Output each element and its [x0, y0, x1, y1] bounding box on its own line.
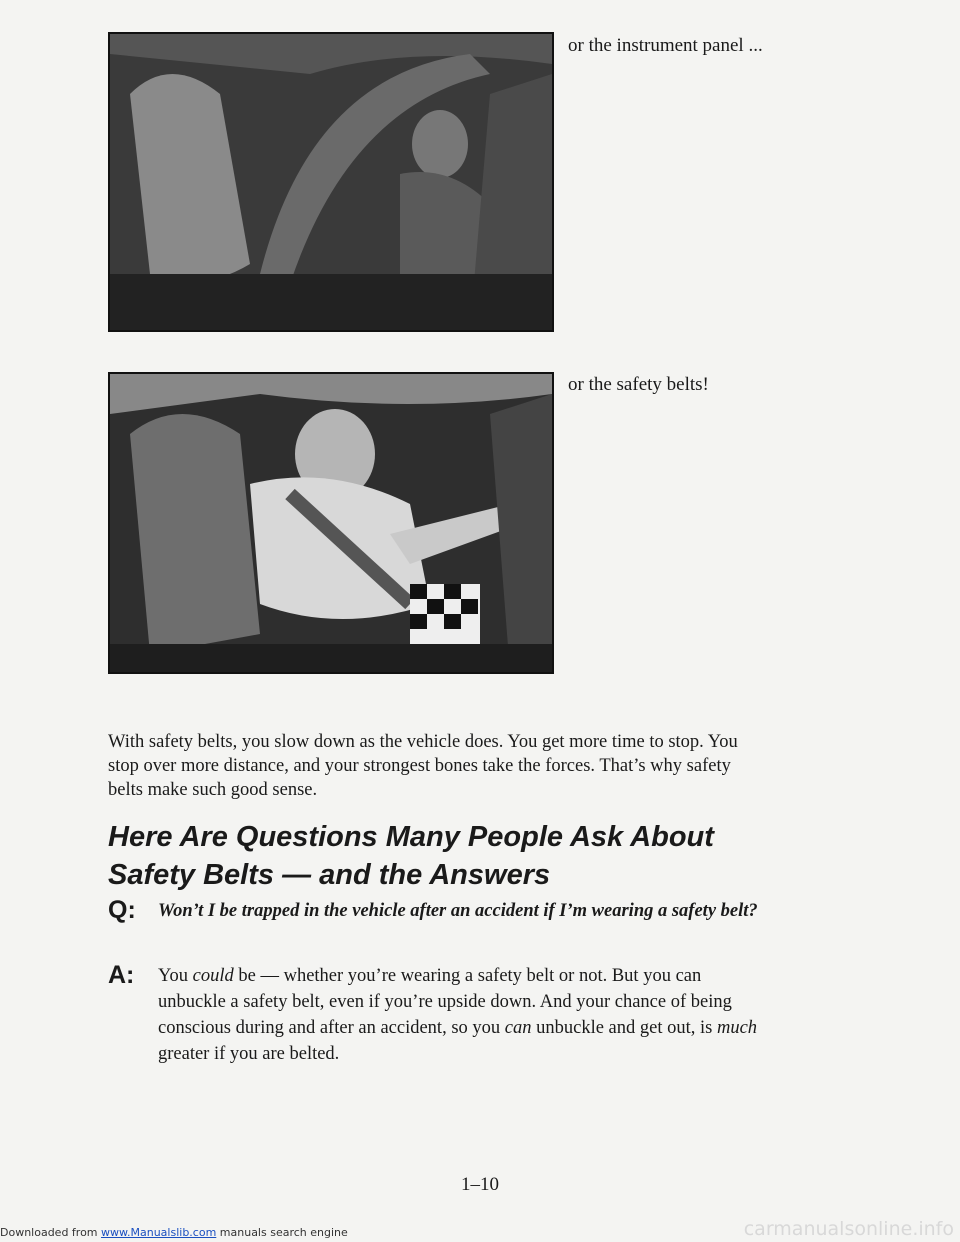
manualslib-link[interactable]: www.Manualslib.com: [101, 1226, 217, 1239]
crash-dummy-safety-belt-photo: [108, 372, 554, 674]
answer-emphasis-could: could: [192, 966, 234, 986]
answer-emphasis-much: much: [716, 1018, 758, 1038]
answer-part-3: unbuckle and get out, is: [531, 1018, 717, 1038]
answer-mark-label: A:: [108, 961, 135, 989]
caption-instrument-panel: or the instrument panel ...: [568, 35, 763, 56]
question-block: [108, 898, 768, 924]
answer-part-1: You: [158, 966, 193, 986]
caption-safety-belts: or the safety belts!: [568, 374, 709, 395]
safety-belts-paragraph: With safety belts, you slow down as the vehicle does. You get more time to stop. You stop over more distance, and your strongest bones take the forces. That’s why safety belts make such good sense.: [108, 732, 738, 800]
answer-emphasis-can: can: [504, 1018, 532, 1038]
watermark-text: carmanualsonline.info: [743, 1218, 954, 1240]
crash-dummy-instrument-panel-photo: [108, 32, 554, 332]
question-text: Won’t I be trapped in the vehicle after an accident if I’m wearing a safety belt?: [158, 901, 758, 921]
page-number: 1–10: [461, 1174, 499, 1195]
answer-part-4: greater if you are belted.: [158, 1044, 340, 1064]
question-mark-label: Q:: [108, 896, 136, 924]
answer-block: [108, 963, 768, 1067]
answer-text: [158, 963, 768, 1067]
section-heading: Here Are Questions Many People Ask About Safety Belts — and the Answers: [108, 821, 714, 891]
download-footer: [0, 1226, 348, 1239]
footer-prefix: Downloaded from: [0, 1226, 102, 1239]
footer-suffix: manuals search engine: [216, 1226, 348, 1239]
answer-part-2: be — whether you’re wearing a safety belt or not. But you can unbuckle a safety belt, even if you’re upside down. And your chance of being conscious during and after an accident, so you: [158, 966, 732, 1038]
